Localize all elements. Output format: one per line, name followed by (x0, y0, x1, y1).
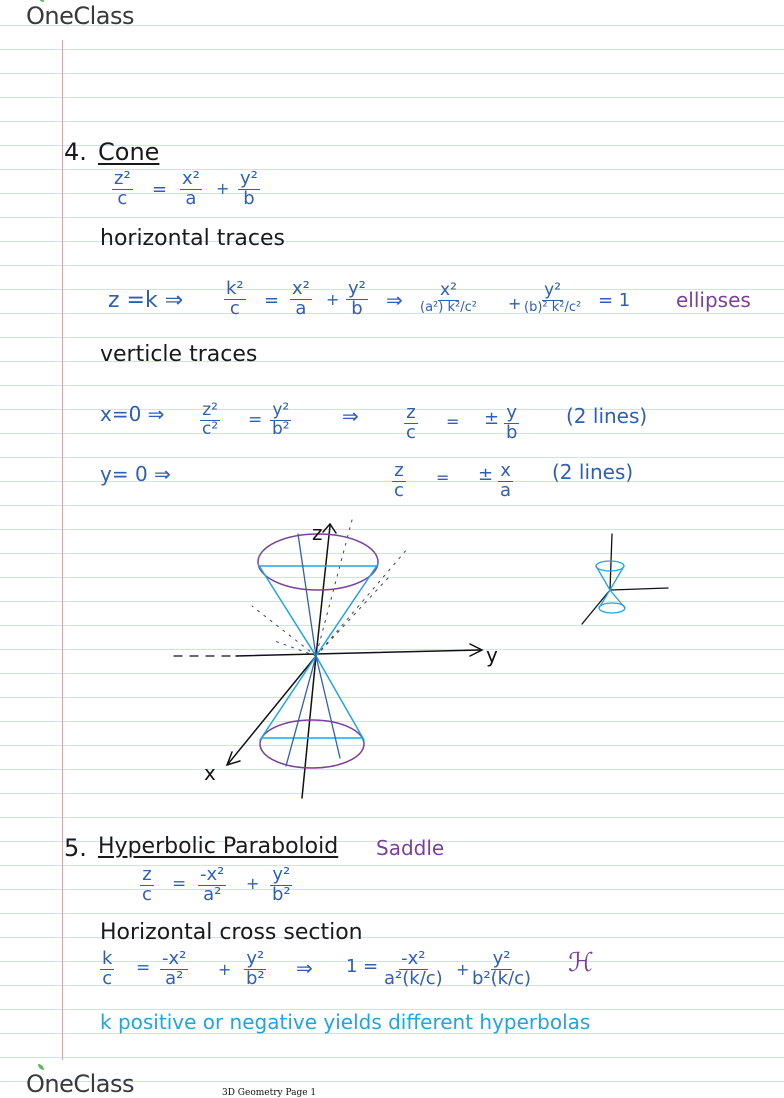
cone-eq-x-term: $\frac{\text{x²}}{a}$ (182, 168, 200, 209)
horizontal-plus2: + (508, 294, 522, 313)
horizontal-traces-heading: horizontal traces (100, 226, 285, 251)
horizontal-y-term: $\frac{\text{y²}}{b}$ (348, 278, 366, 319)
vertical1-plus-minus: ± (484, 408, 500, 429)
vertical2-start: y= 0 ⇒ (100, 462, 171, 486)
small-cone-sketch (582, 534, 668, 624)
cross-arrow: ⇒ (296, 956, 313, 980)
vertical1-equals: = (248, 410, 263, 430)
small-lower-left (599, 590, 610, 608)
cross-section-heading: Horizontal cross section (100, 920, 363, 945)
vertical1-y-over-b: $\frac{y}{b}$ (506, 402, 518, 443)
horizontal-frac-y: y² (b)² k²/c² (524, 280, 582, 315)
vertical2-x-over-a: $\frac{x}{a}$ (500, 460, 512, 501)
cross-plus2: + (456, 960, 470, 979)
horizontal-start: z =k ⇒ (108, 288, 184, 313)
horizontal-frac-x: x² (a²) k²/c² (420, 280, 477, 315)
z-axis (316, 526, 330, 656)
section5-number: 5. (64, 834, 87, 862)
vertical1-z-term: $\frac{\text{z²}}{\text{c²}}$ (202, 400, 219, 439)
lower-cone-inner-line-2 (316, 656, 340, 758)
saddle-label: Saddle (376, 836, 445, 860)
cone-eq-lhs: $\frac{\text{z²}}{c}$ (114, 168, 131, 209)
section4-title: Cone (98, 138, 160, 166)
horizontal-k-term: $\frac{\text{k²}}{c}$ (226, 278, 244, 319)
lower-ellipse (260, 720, 364, 768)
small-upper-ellipse (596, 561, 624, 571)
saddle-eq-y-term: $\frac{\text{y²}}{\text{b²}}$ (272, 864, 291, 905)
cone-eq-equals: = (152, 179, 168, 200)
vertical1-start: x=0 ⇒ (100, 402, 165, 426)
y-axis (236, 650, 480, 656)
vertical1-arrow: ⇒ (342, 404, 359, 428)
z-axis-label: z (312, 521, 323, 545)
vertical1-y-term: $\frac{\text{y²}}{\text{b²}}$ (272, 400, 290, 439)
page-footer: 3D Geometry Page 1 (222, 1088, 317, 1098)
vertical2-equals: = (436, 468, 450, 487)
vertical1-equals2: = (446, 412, 460, 431)
upper-cone-right-edge (316, 564, 378, 656)
small-lower-ellipse (599, 603, 625, 613)
horizontal-x-term: $\frac{\text{x²}}{a}$ (292, 278, 310, 319)
x-axis (228, 656, 316, 764)
saddle-eq-x-term: $\frac{\text{-x²}}{\text{a²}}$ (200, 864, 225, 905)
ellipses-note: ellipses (676, 288, 751, 312)
saddle-eq-plus: + (246, 874, 260, 893)
small-upper-left (596, 566, 610, 590)
small-y-axis (610, 588, 668, 590)
cross-one-equals: 1 = (346, 956, 379, 977)
section4-number: 4. (64, 138, 87, 166)
dotted-guide-1 (316, 548, 408, 656)
cross-x-term: $\frac{\text{-x²}}{\text{a²}}$ (162, 948, 187, 989)
horizontal-plus: + (326, 290, 340, 309)
cross-y-term: $\frac{\text{y²}}{\text{b²}}$ (246, 948, 265, 989)
x-axis-label: x (204, 761, 216, 785)
vertical2-note: (2 lines) (552, 460, 634, 484)
oneclass-logo-top: OneClass (26, 2, 134, 30)
z-axis-lower (302, 656, 316, 798)
vertical1-note: (2 lines) (566, 404, 648, 428)
lower-cone-right-edge (316, 656, 364, 740)
horizontal-arrow: ⇒ (386, 288, 403, 312)
y-axis-label: y (486, 643, 498, 667)
hyperbola-note: k positive or negative yields different hyperbolas (100, 1010, 591, 1034)
cross-equals: = (136, 958, 151, 978)
large-cone-sketch (174, 520, 498, 798)
oneclass-logo-bottom: OneClass (26, 1070, 134, 1098)
small-upper-right (610, 566, 624, 590)
small-x-axis (582, 590, 610, 624)
horizontal-equals: = (264, 290, 280, 311)
upper-cone-left-edge (258, 564, 316, 656)
lower-cone-inner-line (286, 656, 316, 766)
section5-title: Hyperbolic Paraboloid (98, 834, 339, 859)
small-lower-right (610, 590, 625, 608)
cross-frac-x: $\frac{\text{-x²}}{\text{a²(k/c)}}$ (384, 948, 443, 989)
cross-plus: + (218, 960, 232, 979)
cone-eq-y-term: $\frac{\text{y²}}{b}$ (240, 168, 258, 209)
dotted-guide-3 (252, 606, 316, 656)
saddle-eq-lhs: $\frac{z}{c}$ (142, 864, 152, 905)
hyperbola-symbol: ℋ (568, 948, 594, 978)
upper-cone-inner-line (298, 534, 316, 656)
horizontal-equals-one: = 1 (598, 290, 631, 311)
verticle-traces-heading: verticle traces (100, 342, 258, 367)
saddle-eq-equals: = (172, 874, 187, 894)
lower-cone-left-edge (260, 656, 316, 740)
cross-frac-y: $\frac{\text{y²}}{\text{b²(k/c)}}$ (472, 948, 532, 989)
vertical1-z-over-c: $\frac{z}{c}$ (406, 402, 416, 443)
vertical2-z-over-c: $\frac{z}{c}$ (394, 460, 404, 501)
small-z-axis (610, 534, 612, 590)
cross-k-over-c: $\frac{k}{c}$ (102, 948, 113, 989)
vertical2-plus-minus: ± (478, 464, 494, 485)
cone-eq-plus: + (216, 179, 230, 198)
